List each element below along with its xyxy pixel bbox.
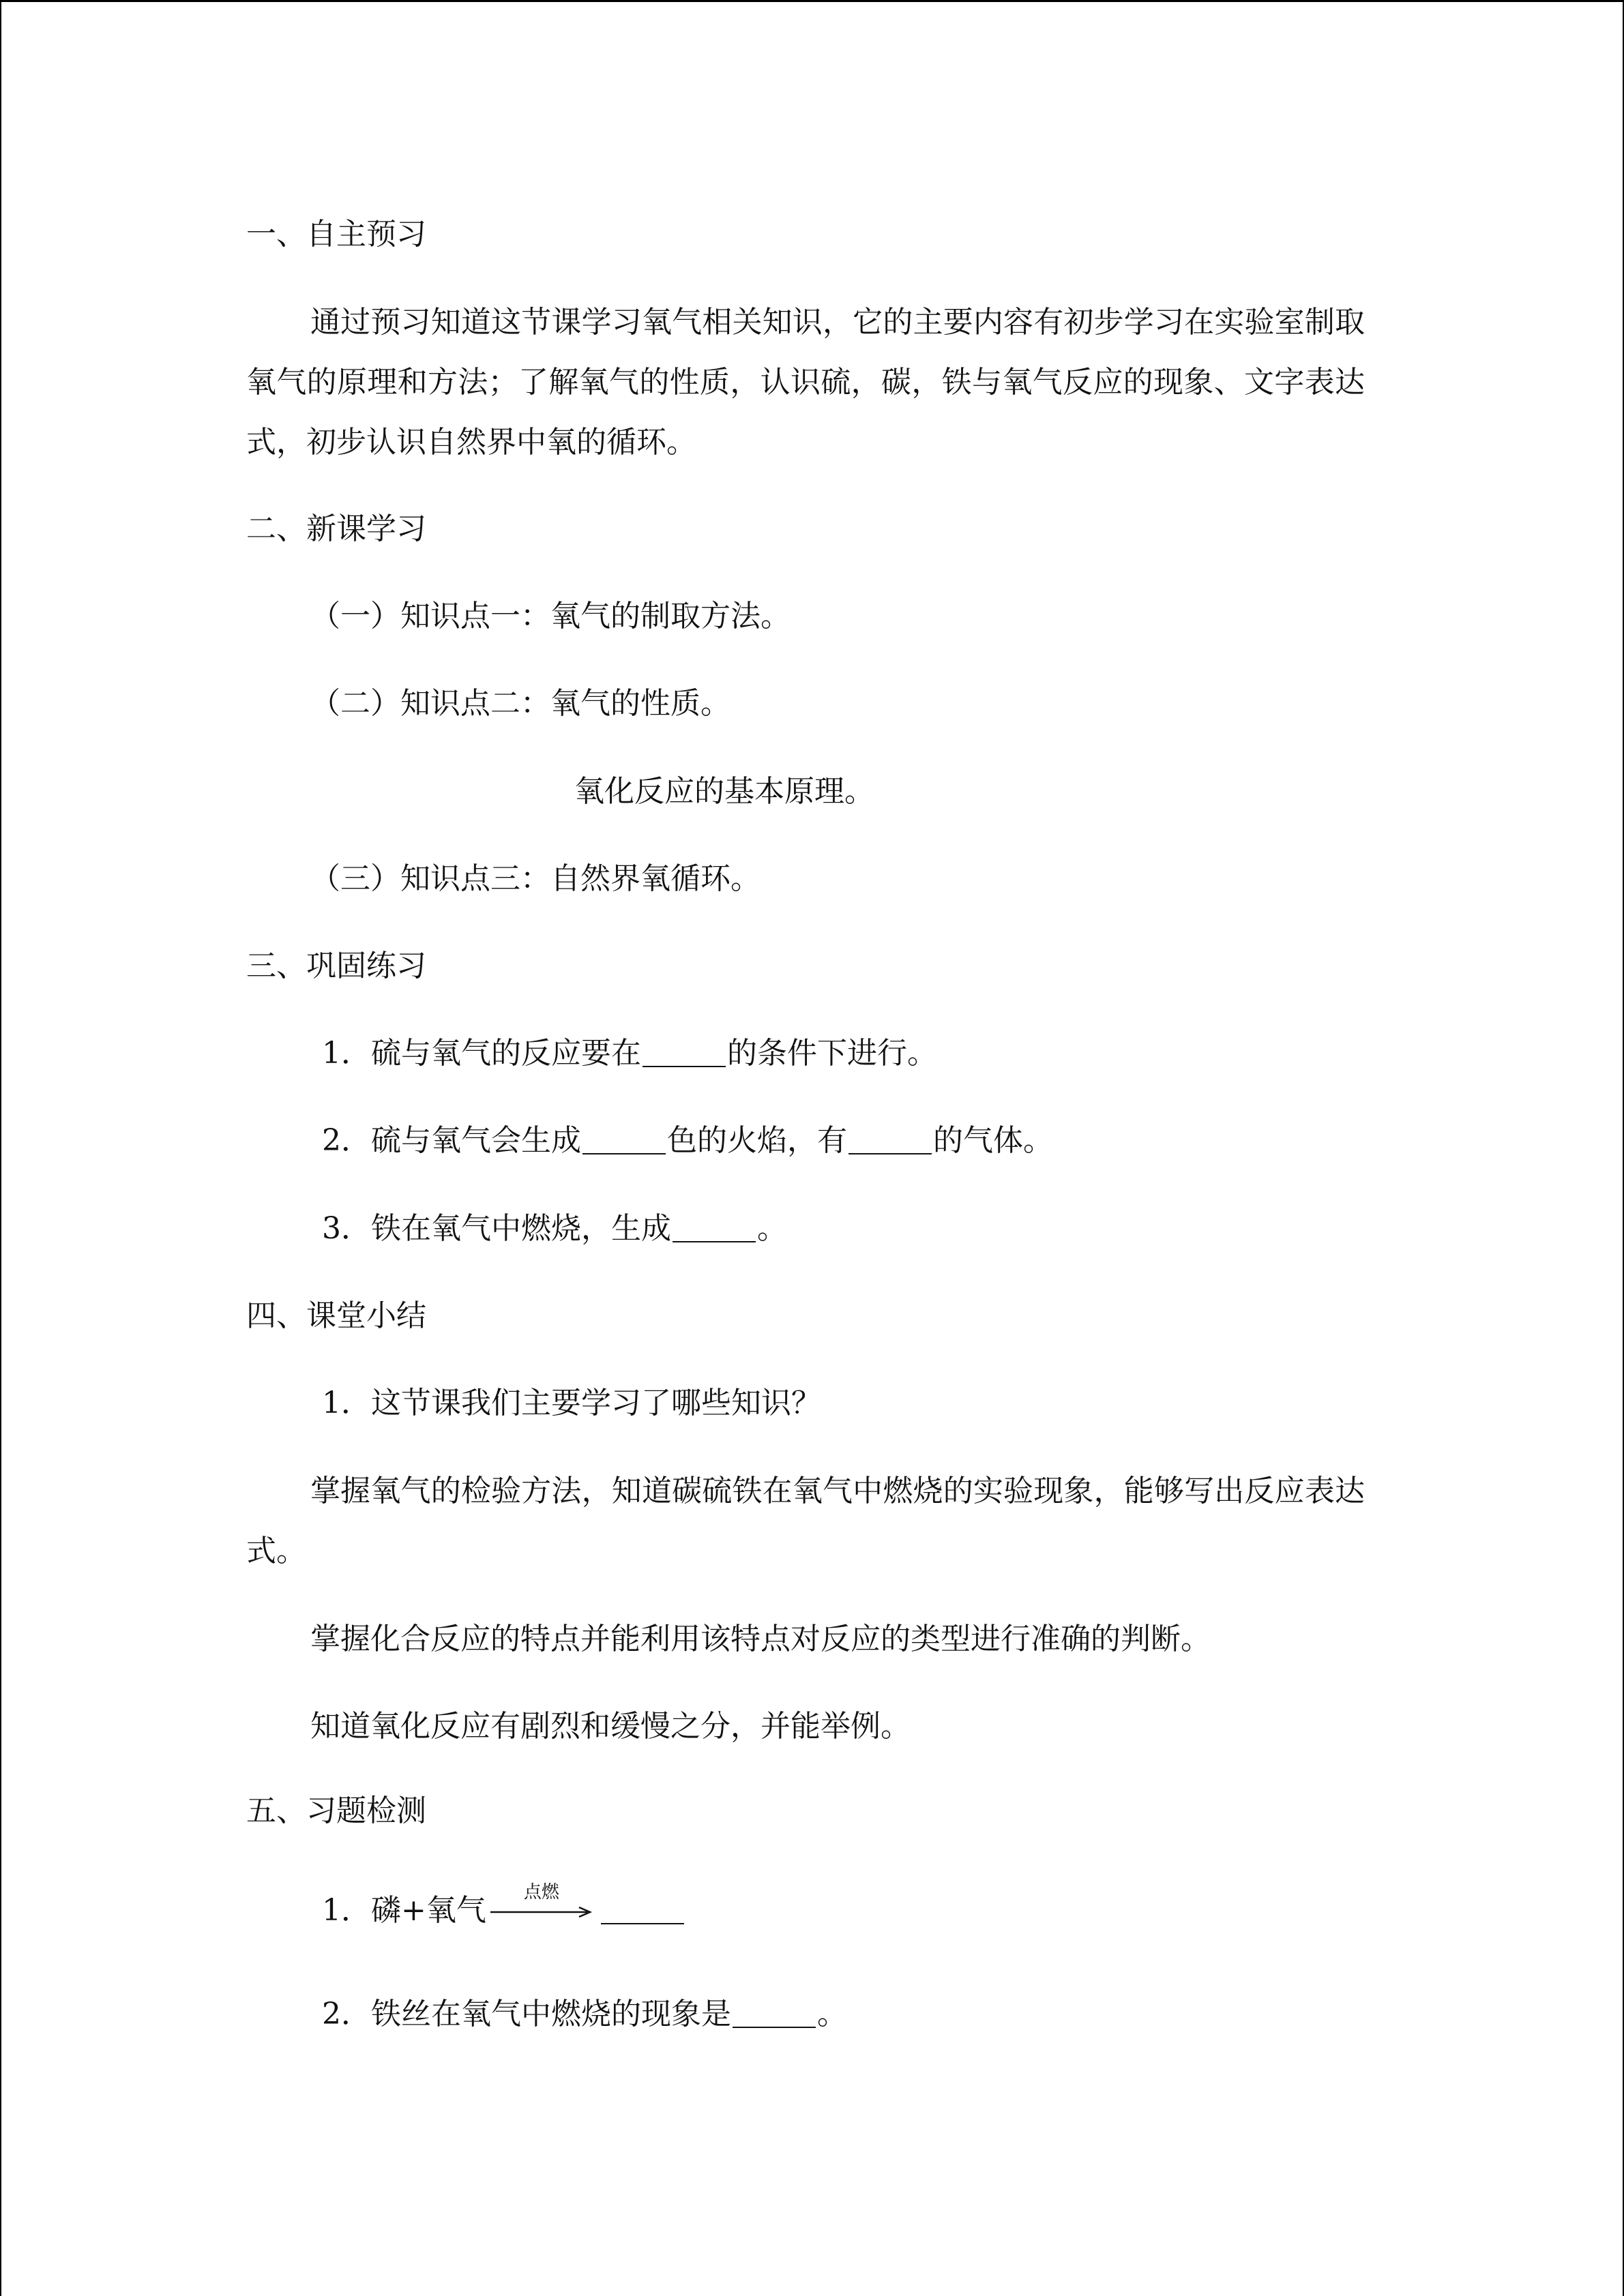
knowledge-point-2: （二）知识点二：氧气的性质。 (310, 686, 730, 721)
test-question-1 (322, 1882, 1441, 1943)
summary-paragraph-2: 掌握化合反应的特点并能利用该特点对反应的类型进行准确的判断。 (310, 1622, 1211, 1656)
test-question-2-text-a: 2．铁丝在氧气中燃烧的现象是 (322, 1997, 731, 2031)
test-question-2 (322, 1993, 1441, 2036)
exercise-question-2-text-c: 的气体。 (933, 1123, 1053, 1158)
answer-blank (673, 1214, 756, 1242)
answer-blank (733, 1999, 816, 2028)
section-4-title: 四、课堂小结 (246, 1298, 426, 1333)
arrow-right-icon (490, 1905, 593, 1919)
exercise-question-3-text-a: 3．铁在氧气中燃烧，生成 (322, 1211, 671, 1246)
exercise-question-2-text-b: 色的火焰，有 (667, 1123, 847, 1158)
exercise-question-2-text-a: 2．硫与氧气会生成 (322, 1123, 581, 1158)
exercise-question-3 (322, 1207, 1441, 1251)
exercise-question-1 (322, 1032, 1441, 1075)
exercise-question-2 (322, 1119, 1441, 1163)
knowledge-point-3: （三）知识点三：自然界氧循环。 (310, 861, 761, 896)
section-2-title: 二、新课学习 (246, 511, 426, 546)
reaction-arrow (490, 1882, 593, 1924)
exercise-question-1-text-a: 1．硫与氧气的反应要在 (322, 1036, 641, 1071)
knowledge-point-2-sub: 氧化反应的基本原理。 (574, 774, 874, 809)
section-1-title: 一、自主预习 (246, 217, 426, 252)
summary-question-1: 1．这节课我们主要学习了哪些知识？ (322, 1386, 821, 1420)
section-5-title: 五、习题检测 (246, 1793, 426, 1828)
answer-blank (601, 1896, 684, 1924)
section-1-paragraph: 通过预习知道这节课学习氧气相关知识，它的主要内容有初步学习在实验室制取氧气的原理和方法；了解氧气的性质，认识硫，碳，铁与氧气反应的现象、文字表达式，初步认识自然界中氧的循环。 (246, 305, 1365, 460)
section-3-title: 三、巩固练习 (246, 949, 426, 983)
exercise-question-3-text-b: 。 (757, 1211, 787, 1246)
summary-paragraph-1: 掌握氧气的检验方法，知道碳硫铁在氧气中燃烧的实验现象，能够写出反应表达式。 (246, 1474, 1365, 1568)
knowledge-point-1: （一）知识点一：氧气的制取方法。 (310, 599, 791, 633)
answer-blank (582, 1126, 666, 1154)
summary-paragraph-3: 知道氧化反应有剧烈和缓慢之分，并能举例。 (310, 1709, 911, 1744)
reaction-condition-label: 点燃 (523, 1882, 559, 1903)
exercise-question-1-text-b: 的条件下进行。 (727, 1036, 937, 1071)
test-question-2-text-b: 。 (817, 1997, 847, 2031)
answer-blank (643, 1039, 726, 1067)
answer-blank (848, 1126, 932, 1154)
test-question-1-text: 1．磷+氧气 (322, 1893, 486, 1928)
